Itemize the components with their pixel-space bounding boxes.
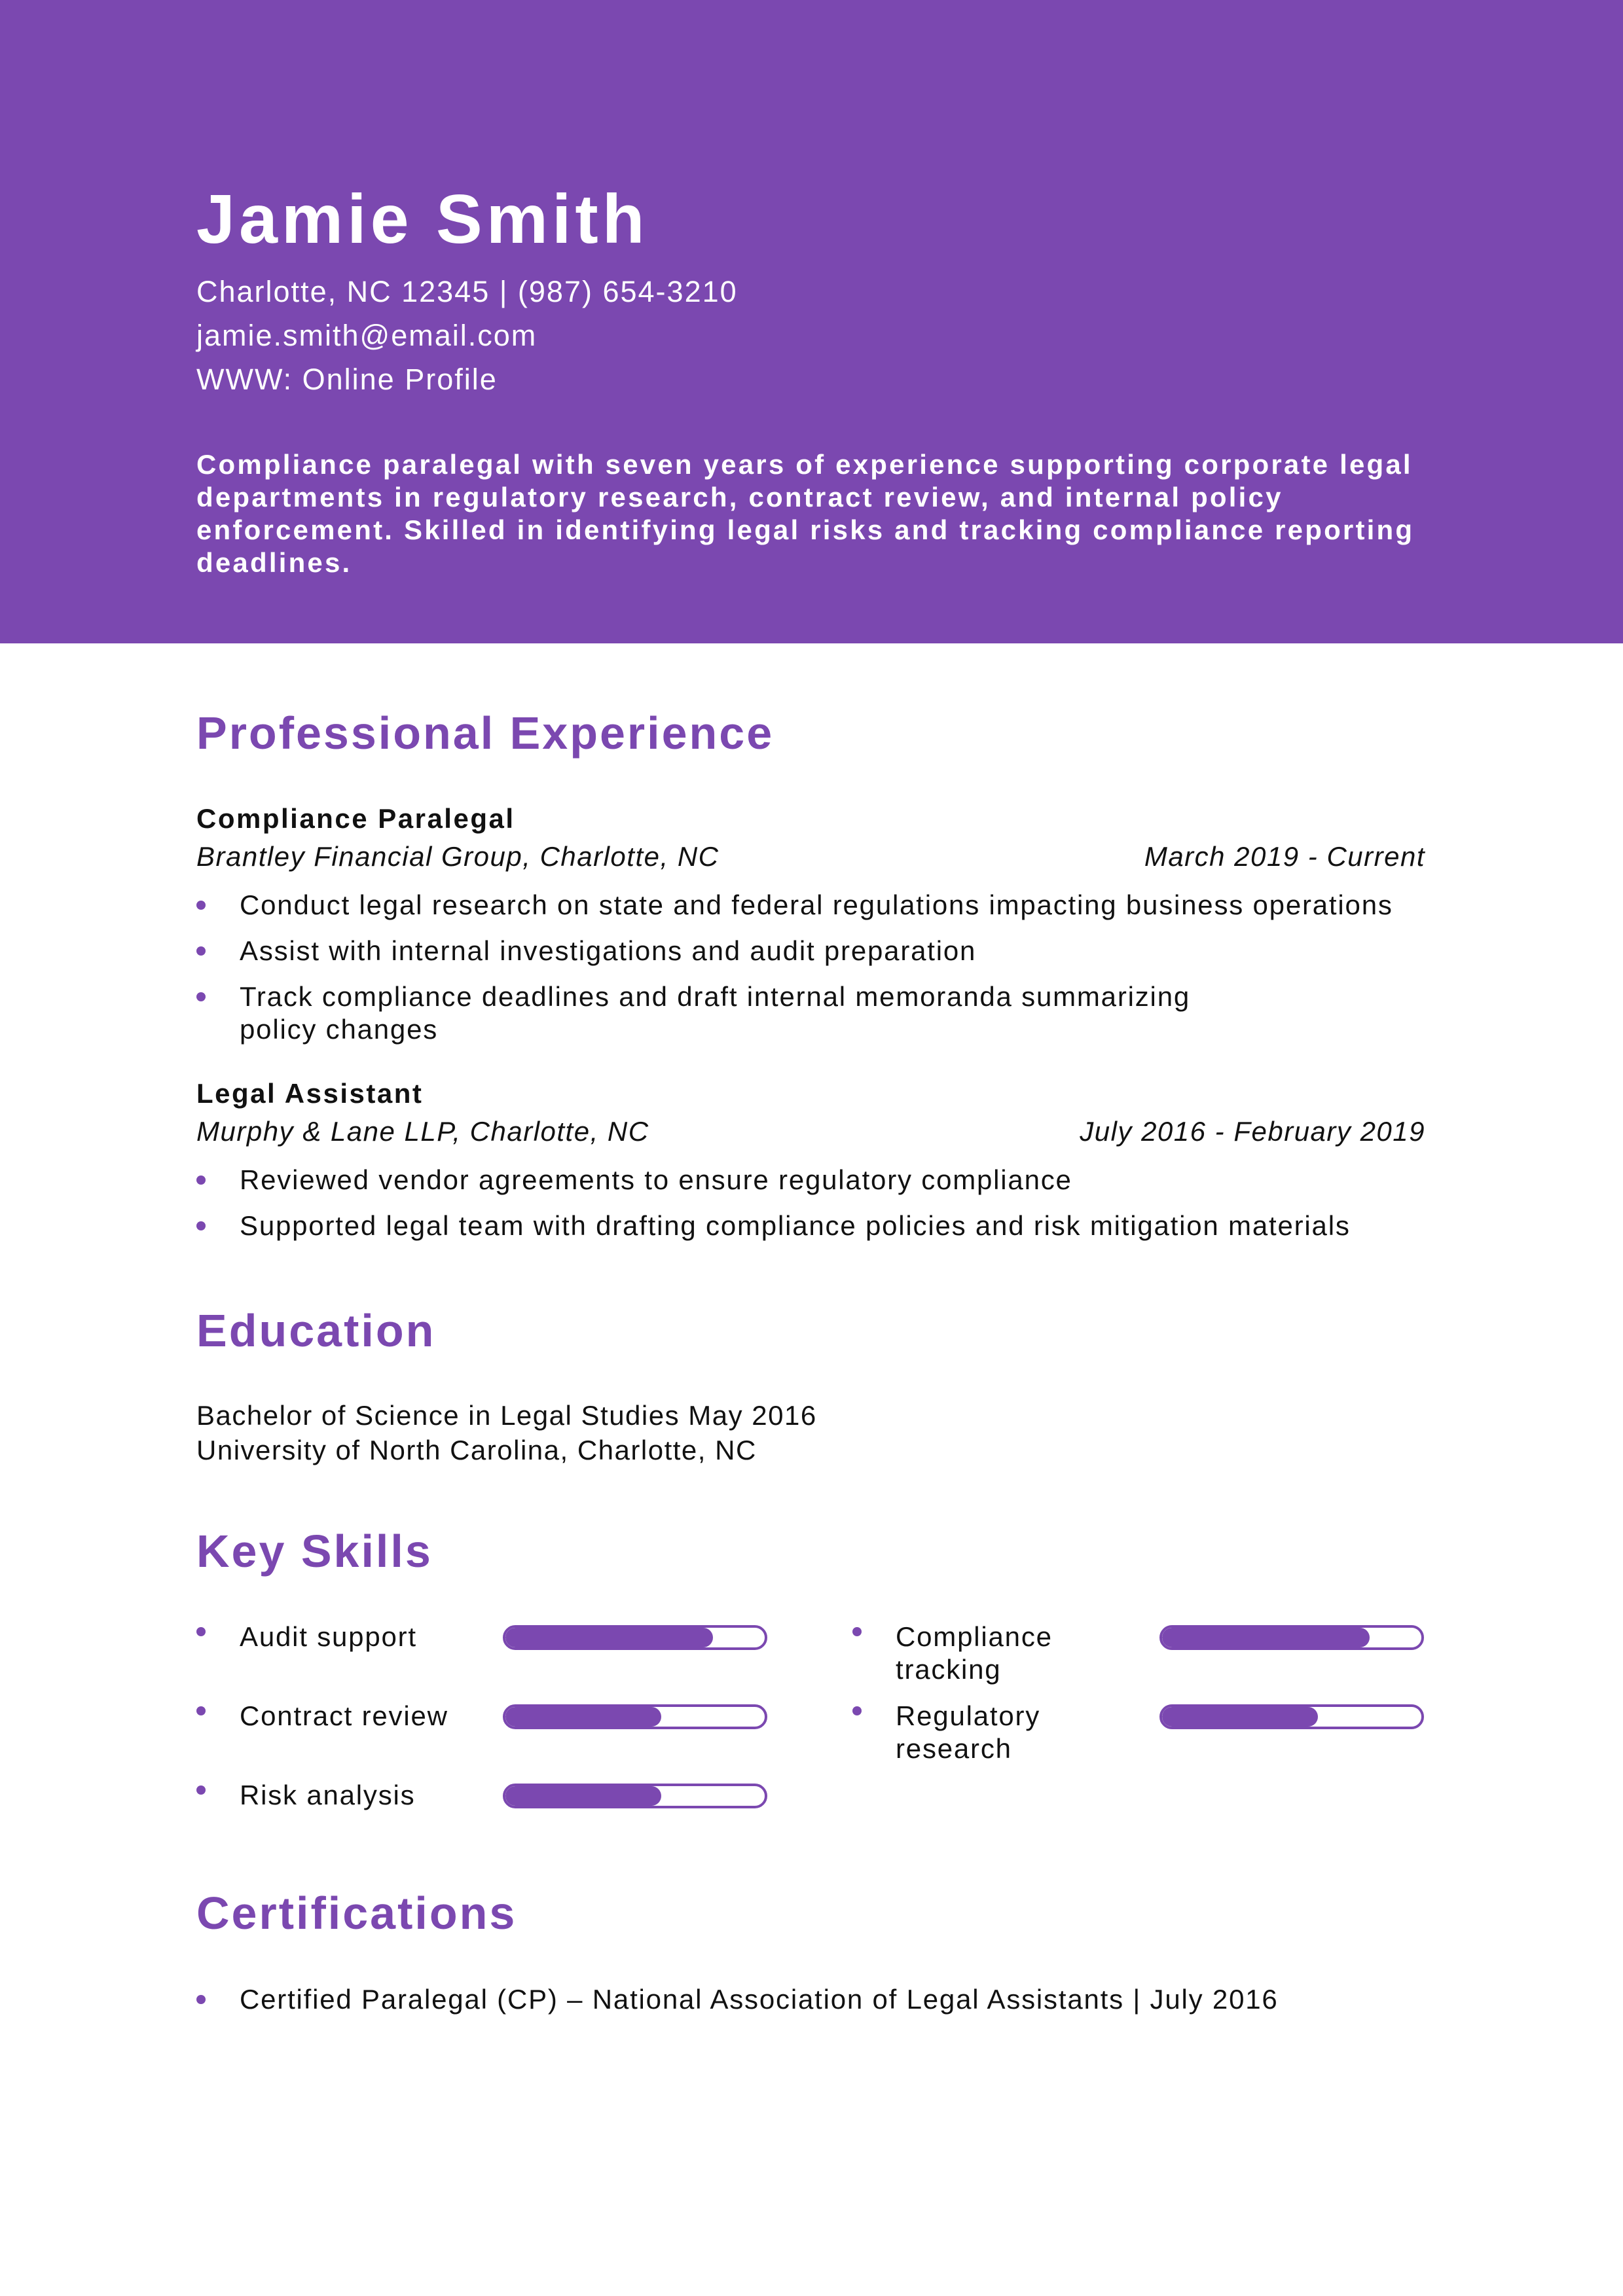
section-title-experience: Professional Experience xyxy=(196,708,775,759)
skill-level-bar xyxy=(1159,1625,1424,1650)
list-item-text: Reviewed vendor agreements to ensure regulatory compliance xyxy=(240,1164,1072,1195)
list-item xyxy=(196,980,1270,1046)
skill-level-fill xyxy=(505,1707,661,1727)
skill-level-fill xyxy=(505,1628,713,1647)
bullet-icon xyxy=(196,1221,206,1230)
skill-level-fill xyxy=(1162,1628,1370,1647)
job-dates: March 2019 - Current xyxy=(1144,841,1425,872)
bullet-icon xyxy=(196,1785,206,1795)
certification-text: Certified Paralegal (CP) – National Association of Legal Assistants | July 2016 xyxy=(240,1984,1279,2015)
bullet-icon xyxy=(196,901,206,910)
list-item xyxy=(196,889,1427,922)
bullet-icon xyxy=(196,992,206,1001)
skill-label: Compliance tracking xyxy=(896,1621,1053,1685)
skill-label: Regulatory research xyxy=(896,1700,1041,1764)
skill-level-bar xyxy=(503,1625,767,1650)
section-title-education: Education xyxy=(196,1305,436,1356)
list-item-text: Track compliance deadlines and draft internal memoranda summarizing policy changes xyxy=(240,981,1191,1045)
bullet-icon xyxy=(196,1627,206,1636)
skill-level-bar xyxy=(503,1784,767,1808)
location-phone: Charlotte, NC 12345 | (987) 654-3210 xyxy=(196,275,738,308)
skill-level-fill xyxy=(1162,1707,1318,1727)
section-title-certifications: Certifications xyxy=(196,1888,517,1939)
candidate-name: Jamie Smith xyxy=(196,181,649,258)
bullet-icon xyxy=(196,1706,206,1715)
list-item-text: Assist with internal investigations and audit preparation xyxy=(240,935,977,966)
bullet-icon xyxy=(852,1706,862,1715)
bullet-icon xyxy=(196,1995,206,2004)
bullet-icon xyxy=(852,1627,862,1636)
bullet-icon xyxy=(196,946,206,956)
list-item-text: Supported legal team with drafting compliance policies and risk mitigation materials xyxy=(240,1210,1351,1241)
skill-level-fill xyxy=(505,1786,661,1806)
job-company: Murphy & Lane LLP, Charlotte, NC xyxy=(196,1116,649,1147)
skill-label: Risk analysis xyxy=(240,1780,416,1810)
job-title: Compliance Paralegal xyxy=(196,803,515,834)
education-degree: Bachelor of Science in Legal Studies May 2016 xyxy=(196,1400,817,1431)
professional-summary: Compliance paralegal with seven years of experience supporting corporate legal departments in regulatory research, contract review, and internal policy enforcement. Skilled in identifying legal risks and tracking compliance reporting deadlines. xyxy=(196,449,1415,578)
skill-label: Audit support xyxy=(240,1621,417,1652)
section-title-skills: Key Skills xyxy=(196,1526,433,1577)
list-item xyxy=(196,935,1427,967)
job-dates: July 2016 - February 2019 xyxy=(1080,1116,1425,1147)
list-item xyxy=(196,1210,1427,1242)
bullet-icon xyxy=(196,1175,206,1185)
job-title: Legal Assistant xyxy=(196,1078,424,1109)
education-school: University of North Carolina, Charlotte, NC xyxy=(196,1435,757,1465)
list-item xyxy=(196,1983,1427,2016)
skill-label: Contract review xyxy=(240,1700,448,1731)
website-link[interactable]: WWW: Online Profile xyxy=(196,363,498,396)
email-link[interactable]: jamie.smith@email.com xyxy=(196,319,538,352)
skill-level-bar xyxy=(503,1704,767,1729)
list-item-text: Conduct legal research on state and federal regulations impacting business operations xyxy=(240,889,1393,920)
skill-level-bar xyxy=(1159,1704,1424,1729)
job-company: Brantley Financial Group, Charlotte, NC xyxy=(196,841,720,872)
list-item xyxy=(196,1164,1427,1196)
header-banner xyxy=(0,0,1623,643)
